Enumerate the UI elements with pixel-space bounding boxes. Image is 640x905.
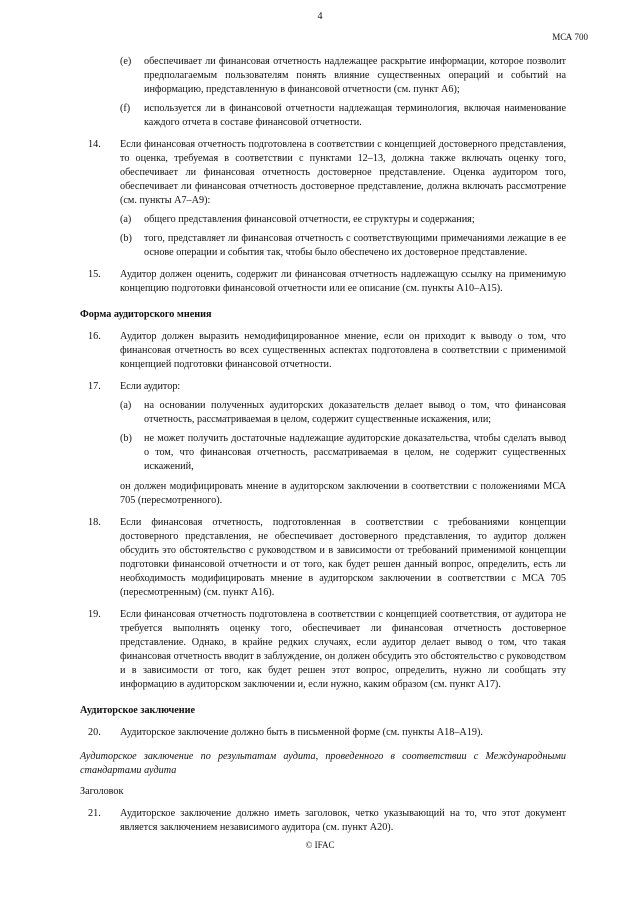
subitem-text: не может получить достаточные надлежащие аудиторские доказательства, чтобы сделать вывод о том, что финансовая отчетность, рассматриваемая в целом, не содержит существенных искажений, [144, 433, 566, 472]
subitem-text: общего представления финансовой отчетности, ее структуры и содержания; [144, 214, 475, 225]
paragraph-number: 15. [88, 269, 101, 280]
paragraph-text: Если финансовая отчетность, подготовленная в соответствии с требованиями концепции достоверного представления, не обеспечивает достоверного представления, то аудитор должен обсудить это обстоятельство с руководством и в зависимости от требований применимой концепции подготовки финансовой отчетности и от того, как будет решен данный вопрос, определить, есть ли необходимость модифицировать мнение в аудиторском заключении в соответствии с МСА 705 (пересмотренным) (см. пункт А16). [120, 517, 566, 598]
document-code: МСА 700 [552, 32, 588, 42]
paragraph-number: 14. [88, 139, 101, 150]
numbered-paragraph [80, 516, 566, 600]
section-heading: Форма аудиторского мнения [80, 309, 212, 320]
subitem [80, 213, 566, 227]
paragraph-text: Аудиторское заключение должно иметь заголовок, четко указывающий на то, что этот документ является заключением независимого аудитора (см. пункт А20). [120, 808, 566, 833]
subitem [80, 55, 566, 97]
subitem [80, 102, 566, 130]
numbered-paragraph [80, 330, 566, 372]
paragraph-number: 16. [88, 331, 101, 342]
paragraph-number: 18. [88, 517, 101, 528]
subitem-text: на основании полученных аудиторских доказательств делает вывод о том, что финансовая отчетность, рассматриваемая в целом, содержит существенные искажения, или; [144, 400, 566, 425]
page-number: 4 [317, 11, 323, 22]
paragraph-text: Аудиторское заключение должно быть в письменной форме (см. пункты А18–А19). [120, 727, 483, 738]
subitem-text: обеспечивает ли финансовая отчетность надлежащее раскрытие информации, которое позволит предполагаемым пользователям понять влияние существенных операций и событий на информацию, представленную в финансовой отчетности (см. пункт А6); [144, 56, 566, 95]
paragraph-number: 20. [88, 727, 101, 738]
copyright-footer: © IFAC [305, 840, 335, 850]
subitem [80, 399, 566, 427]
subitem-text: того, представляет ли финансовая отчетность с соответствующими примечаниями лежащие в ее основе операции и события так, чтобы было обеспечено их достоверное представление. [144, 233, 566, 258]
numbered-paragraph [80, 380, 566, 394]
paragraph-number: 17. [88, 381, 101, 392]
continuation-text: он должен модифицировать мнение в аудиторском заключении в соответствии с положениями МСА 705 (пересмотренного). [120, 481, 566, 506]
paragraph-text: Аудитор должен выразить немодифицированное мнение, если он приходит к выводу о том, что финансовая отчетность во всех существенных аспектах подготовлена в соответствии с применимой концепцией подготовки финансовой отчетности. [120, 331, 566, 370]
paragraph-number: 21. [88, 808, 101, 819]
paragraph-text: Если финансовая отчетность подготовлена в соответствии с концепцией достоверного представления, то оценка, требуемая в соответствии с пунктами 12–13, должна также включать оценку того, обеспечивает ли финансовая отчетность достоверное представление. Оценка аудитором того, обеспечивает ли финансовая отчетность достоверное представление, должна включать рассмотрение (см. пункты А7–А9): [120, 139, 566, 206]
subitem [80, 432, 566, 474]
paragraph-text: Аудитор должен оценить, содержит ли финансовая отчетность надлежащую ссылку на применимую концепцию подготовки финансовой отчетности или ее описание (см. пункты А10–А15). [120, 269, 566, 294]
numbered-paragraph [80, 807, 566, 835]
paragraph-number: 19. [88, 609, 101, 620]
subitem-label: (b) [120, 433, 132, 444]
numbered-paragraph [80, 268, 566, 296]
subitem-label: (a) [120, 214, 132, 225]
numbered-paragraph [80, 138, 566, 208]
subitem-label: (b) [120, 233, 132, 244]
numbered-paragraph [80, 726, 566, 740]
paragraph-text: Если финансовая отчетность подготовлена в соответствии с концепцией соответствия, от аудитора не требуется выполнять оценку того, обеспечивает ли финансовая отчетность достоверное представление. Однако, в крайне редких случаях, если аудитор делает вывод о том, что такая финансовая отчетность вводит в заблуждение, он должен обсудить это обстоятельство с руководством и в зависимости от того, как будет решен этот вопрос, определить, нужно ли сообщать эту информацию в аудиторском заключении и, если нужно, каким образом (см. пункт А17). [120, 609, 566, 690]
subitem-label: (a) [120, 400, 132, 411]
subitem-text: используется ли в финансовой отчетности надлежащая терминология, включая наименование каждого отчета в составе финансовой отчетности. [144, 103, 566, 128]
subitem [80, 232, 566, 260]
subsection-title: Аудиторское заключение по результатам аудита, проведенного в соответствии с Международными стандартами аудита [80, 751, 566, 776]
subitem-label: (f) [120, 103, 131, 114]
numbered-paragraph [80, 608, 566, 692]
paragraph-text: Если аудитор: [120, 381, 181, 392]
subheading: Заголовок [80, 786, 124, 797]
section-heading: Аудиторское заключение [80, 705, 196, 716]
document-body [80, 50, 566, 835]
subitem-label: (e) [120, 56, 132, 67]
